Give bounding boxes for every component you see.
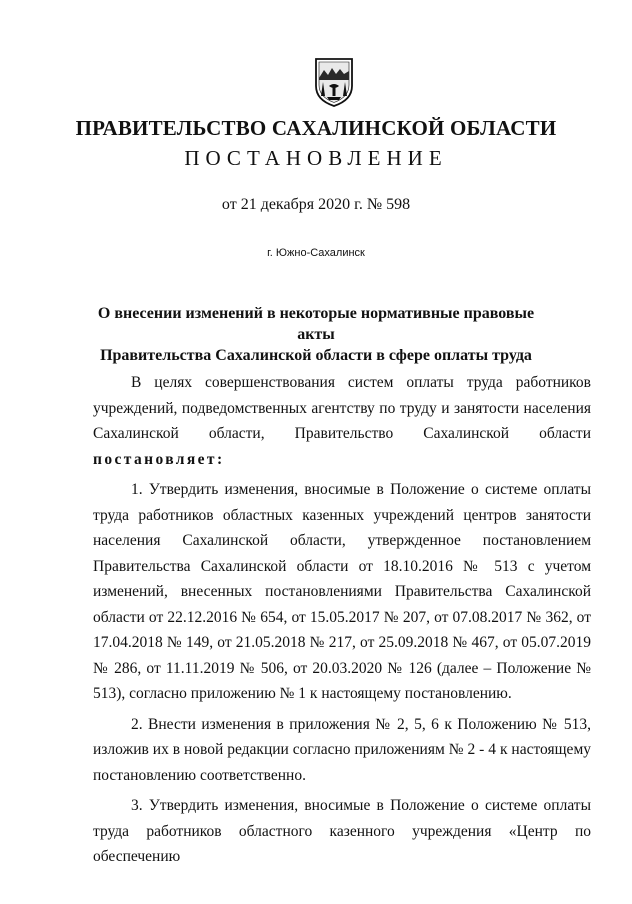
date-and-number: от 21 декабря 2020 г. № 598: [221, 196, 411, 213]
document-title: [80, 303, 552, 366]
government-name-heading: ПРАВИТЕЛЬСТВО САХАЛИНСКОЙ ОБЛАСТИ: [75, 116, 557, 140]
city-label: г. Южно-Сахалинск: [267, 247, 365, 259]
paragraph-item-1: 1. Утвердить изменения, вносимые в Положение о системе оплаты труда работников областных казенных учреждений центров занятости населения Сахалинской области, утвержденное постановлением Правительства Сахалинской области от 18.10.2016 № 513 с учетом изменений, внесенных постановлениями Правительства Сахалинской области от 22.12.2016 № 654, от 15.05.2017 № 207, от 07.08.2017 № 362, от 17.04.2018 № 149, от 21.05.2018 № 217, от 25.09.2018 № 467, от 05.07.2019 № 286, от 11.11.2019 № 506, от 20.03.2020 № 126 (далее – Положение № 513), согласно приложению № 1 к настоящему постановлению.: [93, 481, 591, 702]
document-body: [93, 370, 591, 870]
document-title-line-1: О внесении изменений в некоторые нормативные правовые акты: [97, 305, 535, 343]
resolves-keyword: постановляет:: [93, 450, 225, 468]
coat-of-arms-emblem: [312, 56, 356, 108]
intro-paragraph: [93, 370, 591, 472]
document-title-line-2: Правительства Сахалинской области в сфере оплаты труда: [100, 347, 532, 364]
paragraph-item-2: 2. Внести изменения в приложения № 2, 5, 6 к Положению № 513, изложив их в новой редакции согласно приложениям № 2 - 4 к настоящему постановлению соответственно.: [93, 715, 591, 784]
intro-text: В целях совершенствования систем оплаты труда работников учреждений, подведомственных агентству по труду и занятости населения Сахалинской области, Правительство Сахалинской области: [93, 374, 591, 442]
document-type-heading: ПОСТАНОВЛЕНИЕ: [184, 146, 448, 170]
paragraph-item-3: 3. Утвердить изменения, вносимые в Положение о системе оплаты труда работников областного казенного учреждения «Центр по обеспечению: [93, 797, 591, 865]
